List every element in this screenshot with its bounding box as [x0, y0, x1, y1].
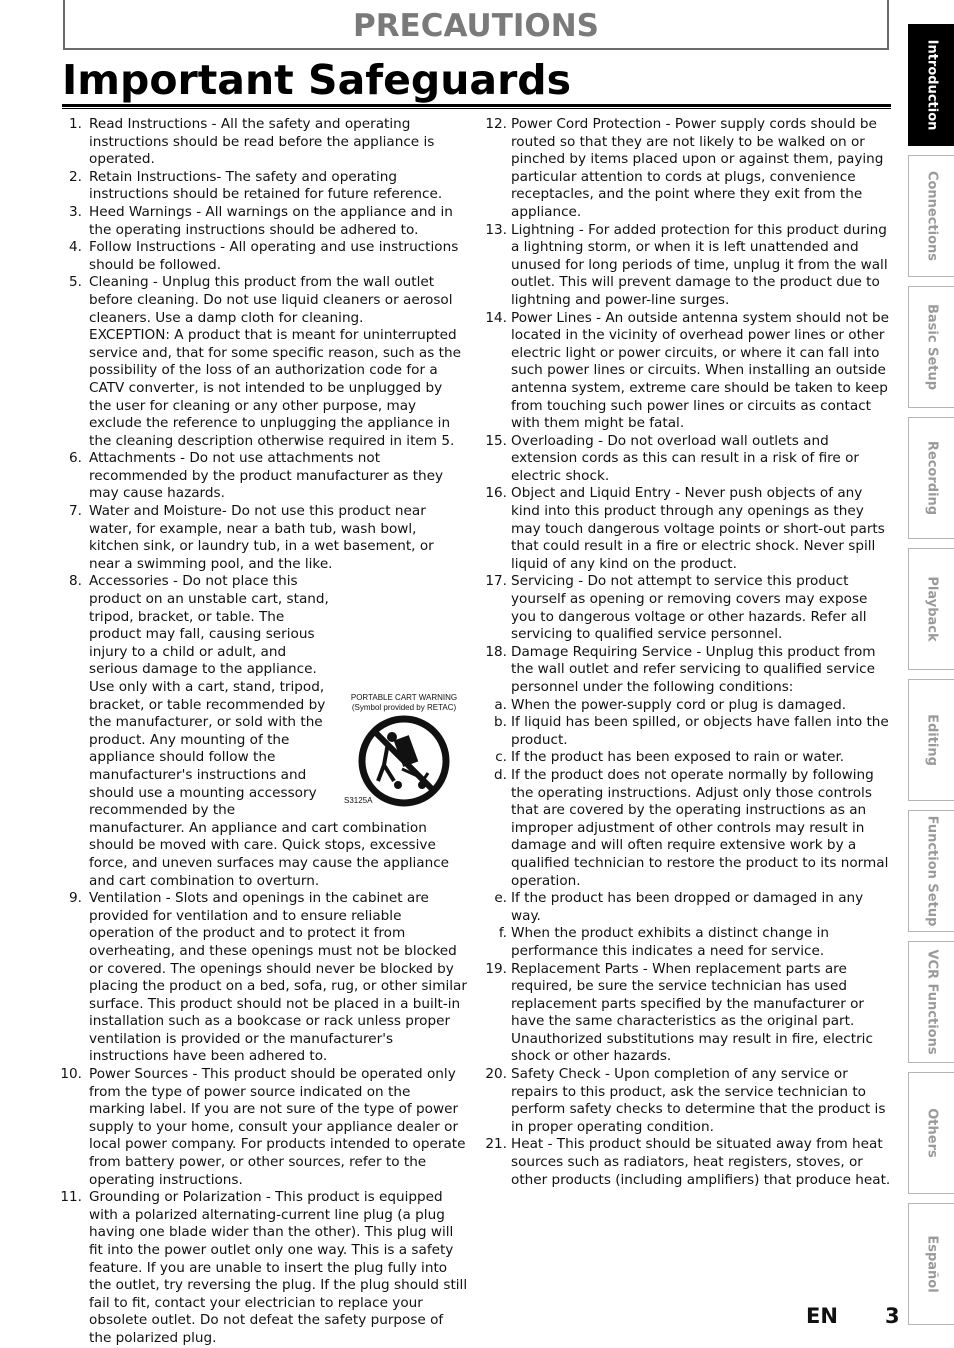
item-letter: f. [498, 925, 507, 942]
page-title: Important Safeguards [62, 56, 572, 104]
item-text: When the product exhibits a distinct change in performance this indicates a need for service. [511, 925, 830, 959]
item-text: Read Instructions - All the safety and operating instructions should be read before the appliance is operated. [89, 116, 435, 168]
left-column [60, 116, 468, 1348]
tab-connections[interactable] [908, 155, 954, 277]
right-column [482, 116, 894, 1189]
list-item [482, 961, 894, 1067]
item-number: 16. [485, 485, 507, 502]
tab-playback[interactable] [908, 548, 954, 670]
list-subitem [482, 767, 894, 890]
list-item [60, 239, 468, 274]
list-item [60, 450, 468, 503]
item-number: 10. [60, 1066, 82, 1083]
item-number: 8. [69, 573, 82, 590]
item-text: Grounding or Polarization - This product is equipped with a polarized alternating-current line plug (a plug having one blade wider than the other). This plug will fit into the power outlet only one way. This is a safety feature. If you are unable to insert the plug fully into the outlet, try reversing the plug. If the plug should still fail to fit, contact your electrician to replace your obsolete outlet. Do not defeat the safety purpose of the polarized plug. [89, 1189, 468, 1346]
tab-label: Editing [924, 714, 939, 766]
section-title: PRECAUTIONS [352, 8, 600, 44]
item-number: 14. [485, 309, 507, 326]
item-text: Damage Requiring Service - Unplug this product from the wall outlet and refer servicing to qualified service personnel under the following conditions: [511, 643, 876, 695]
list-item [482, 1136, 894, 1189]
title-rule-thin [62, 108, 891, 109]
footer-language: EN [806, 1304, 838, 1328]
item-number: 5. [69, 274, 82, 291]
list-item [60, 274, 468, 450]
list-item [482, 644, 894, 697]
list-item [60, 1189, 468, 1347]
item-text: Overloading - Do not overload wall outlets and extension cords as this can result in a risk of fire or electric shock. [511, 432, 860, 484]
list-item [482, 573, 894, 643]
tab-introduction[interactable] [908, 24, 954, 146]
cart-caption-2: (Symbol provided by RETAC) [351, 703, 457, 713]
portable-cart-warning-figure [340, 693, 468, 811]
list-item [482, 1066, 894, 1136]
section-header-box [63, 0, 889, 50]
list-item [482, 433, 894, 486]
item-number: 20. [485, 1066, 507, 1083]
item-number: 4. [69, 239, 82, 256]
list-item [60, 890, 468, 1066]
list-item [482, 116, 894, 222]
item-number: 7. [69, 503, 82, 520]
list-item [482, 222, 894, 310]
tab-others[interactable] [908, 1072, 954, 1194]
item-text: If the product does not operate normally by following the operating instructions. Adjust only those controls that are covered by the operating instructions as an improper adjustment of other controls may result in damage and will often require extensive work by a qualified technician to restore the product to its normal operation. [511, 766, 889, 889]
item-text: Object and Liquid Entry - Never push objects of any kind into this product through any openings as they may touch dangerous voltage points or short-out parts that could result in a fire or electric shock. Never spill liquid of any kind on the product. [511, 485, 885, 572]
item-text: Replacement Parts - When replacement parts are required, be sure the service technician has used replacement parts specified by the manufacturer or have the same characteristics as the original part. Unauthorized substitutions may result in fire, electric shock or other hazards. [511, 960, 873, 1065]
list-item [60, 1066, 468, 1189]
item-text: Attachments - Do not use attachments not recommended by the product manufacturer as they may cause hazards. [89, 450, 444, 502]
title-rule-thick [62, 104, 891, 107]
item-text: Retain Instructions- The safety and operating instructions should be retained for future reference. [89, 168, 443, 203]
item-text: Accessories - Do not place this product on an unstable cart, stand, tripod, bracket, or table. The product may fall, causing serious injury to a child or adult, and serious damage to the appliance. Use only with a cart, stand, tripod, bracket, or table recommended by the manufacturer, or sold with the product. Any mounting of the appliance should follow the manufacturer's instructions and should use a mounting accessory recommended by the manufacturer. An appliance and cart combination should be moved with care. Quick stops, excessive force, and uneven surfaces may cause the appliance and cart combination to overturn. [89, 573, 450, 889]
tab-label: Español [924, 1235, 939, 1293]
item-number: 21. [485, 1136, 507, 1153]
item-number: 1. [69, 116, 82, 132]
list-item [60, 169, 468, 204]
item-number: 6. [69, 450, 82, 467]
tab-label: Basic Setup [924, 303, 939, 391]
item-text: Cleaning - Unplug this product from the wall outlet before cleaning. Do not use liquid cleaners or aerosol cleaners. Use a damp cloth for cleaning. [89, 274, 453, 326]
list-subitem [482, 714, 894, 749]
item-number: 11. [60, 1189, 82, 1206]
item-exception-text: EXCEPTION: A product that is meant for uninterrupted service and, that for some specific reason, such as the possibility of the loss of an authorization code for a CATV converter, is not intended to be unplugged by the user for cleaning or any other purpose, may exclude the reference to unplugging the appliance in the cleaning description otherwise required in item 5. [89, 327, 461, 449]
item-number: 13. [485, 221, 507, 238]
item-number: 12. [485, 116, 507, 132]
list-item [482, 310, 894, 433]
cart-code: S3125A [344, 795, 373, 805]
tab-function-setup[interactable] [908, 810, 954, 932]
tab-vcr-functions[interactable] [908, 941, 954, 1063]
item-letter: d. [494, 766, 507, 783]
item-text: Power Cord Protection - Power supply cords should be routed so that they are not likely to be walked on or pinched by items placed upon or against them, paying particular attention to cords at plugs, convenience receptacles, and the point where they exit from the appliance. [511, 116, 884, 220]
list-subitem [482, 890, 894, 925]
list-item [60, 204, 468, 239]
tab-label: Recording [924, 440, 939, 516]
list-item [482, 485, 894, 573]
tab-label: Connections [924, 170, 939, 262]
item-letter: b. [494, 714, 507, 731]
item-number: 17. [485, 573, 507, 590]
list-item [60, 573, 468, 890]
item-body [89, 573, 468, 890]
list-subitem [482, 925, 894, 960]
tab-label: Function Setup [924, 815, 939, 927]
item-number: 2. [69, 168, 82, 185]
item-letter: a. [494, 696, 507, 713]
tab-label: Playback [924, 576, 939, 642]
item-number: 15. [485, 432, 507, 449]
list-item [60, 116, 468, 169]
item-letter: e. [494, 890, 507, 907]
item-text: When the power-supply cord or plug is damaged. [511, 696, 847, 713]
list-subitem [482, 749, 894, 767]
tab-label: Others [924, 1108, 939, 1158]
tab-label: VCR Functions [924, 949, 939, 1055]
item-number: 9. [69, 890, 82, 907]
item-text: Servicing - Do not attempt to service this product yourself as opening or removing covers may expose you to dangerous voltage or other hazards. Refer all servicing to qualified service personnel. [511, 573, 868, 643]
tab-editing[interactable] [908, 679, 954, 801]
item-text: Ventilation - Slots and openings in the cabinet are provided for ventilation and to ensure reliable operation of the product and to protect it from overheating, and these openings must not be blocked or covered. The openings should never be blocked by placing the product on a bed, sofa, rug, or other similar surface. This product should not be placed in a built-in installation such as a bookcase or rack unless proper ventilation is provided or the manufacturer's instructions have been adhered to. [89, 890, 467, 1065]
item-text: Follow Instructions - All operating and use instructions should be followed. [89, 239, 459, 273]
item-number: 19. [485, 960, 507, 977]
item-text: Heat - This product should be situated away from heat sources such as radiators, heat registers, stoves, or other products (including amplifiers) that produce heat. [511, 1136, 891, 1188]
item-text: Lightning - For added protection for this product during a lightning storm, or when it is left unattended and unused for long periods of time, unplug it from the wall outlet. This will prevent damage to the product due to lightning and power-line surges. [511, 221, 888, 308]
item-text: If the product has been dropped or damaged in any way. [511, 890, 864, 924]
cart-caption-1: PORTABLE CART WARNING [350, 693, 458, 703]
item-text: Water and Moisture- Do not use this product near water, for example, near a bath tub, wash bowl, kitchen sink, or laundry tub, in a wet basement, or near a swimming pool, and the like. [89, 503, 434, 572]
list-subitem [482, 697, 894, 715]
item-number: 18. [485, 643, 507, 660]
item-text: If liquid has been spilled, or objects have fallen into the product. [511, 714, 889, 748]
page-number: 3 [885, 1304, 900, 1328]
item-text: Heed Warnings - All warnings on the appliance and in the operating instructions should be adhered to. [89, 203, 453, 238]
tab-basic-setup[interactable] [908, 286, 954, 408]
tab-espanol[interactable] [908, 1203, 954, 1325]
item-text: Power Lines - An outside antenna system should not be located in the vicinity of overhead power lines or other electric light or power circuits, or where it can fall into such power lines or circuits. When installing an outside antenna system, extreme care should be taken to keep from touching such power lines or circuits as contact with them might be fatal. [511, 309, 889, 432]
tab-label: Introduction [924, 39, 939, 131]
tab-recording[interactable] [908, 417, 954, 539]
item-number: 3. [69, 203, 82, 220]
item-text: If the product has been exposed to rain or water. [511, 749, 845, 766]
item-text: Power Sources - This product should be operated only from the type of power source indicated on the marking label. If you are not sure of the type of power supply to your home, consult your appliance dealer or local power company. For products intended to operate from battery power, or other sources, refer to the operating instructions. [89, 1066, 466, 1188]
item-text: Safety Check - Upon completion of any service or repairs to this product, ask the service technician to perform safety checks to determine that the product is in proper operating condition. [511, 1066, 886, 1135]
list-item [60, 503, 468, 573]
item-letter: c. [495, 749, 507, 766]
